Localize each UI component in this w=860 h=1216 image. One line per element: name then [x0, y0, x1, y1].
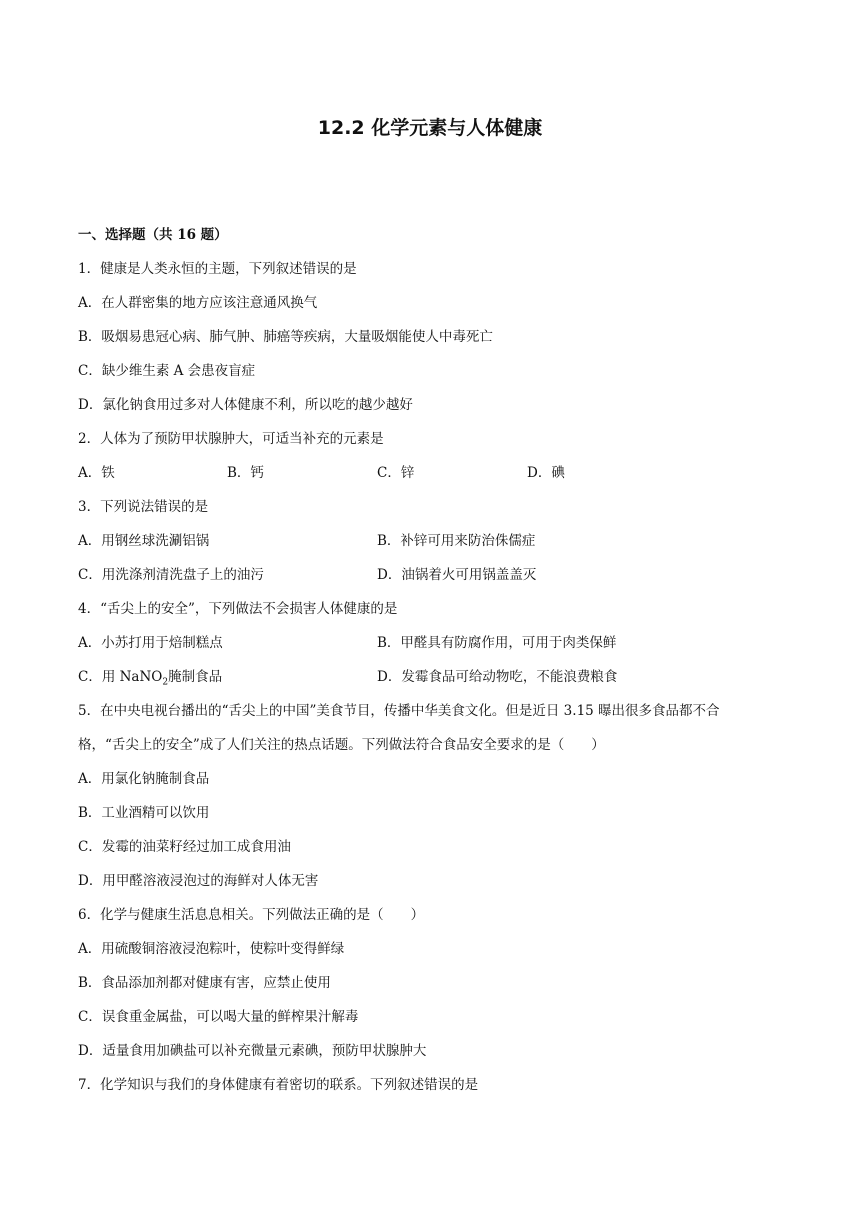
question-5-stem-line-1: 5．在中央电视台播出的“舌尖上的中国”美食节目，传播中华美食文化。但是近日 3.15 曝出很多食品都不合 [78, 703, 720, 719]
question-4-option-c-prefix: C．用 NaNO [78, 669, 163, 685]
question-2-option-b: B．钙 [227, 465, 264, 481]
question-6-stem: 6．化学与健康生活息息相关。下列做法正确的是（ ） [78, 907, 425, 923]
question-6-option-b: B．食品添加剂都对健康有害，应禁止使用 [78, 975, 331, 991]
question-2-option-d: D．碘 [527, 465, 565, 481]
question-5-stem-line-2: 格，“舌尖上的安全”成了人们关注的热点话题。下列做法符合食品安全要求的是（ ） [78, 737, 605, 753]
question-4-option-c-subscript: 2 [162, 677, 169, 688]
question-3-option-d: D．油锅着火可用锅盖盖灭 [377, 567, 537, 583]
section-heading: 一、选择题（共 16 题） [78, 227, 228, 243]
question-4-option-c [78, 666, 222, 688]
question-5-option-b: B．工业酒精可以饮用 [78, 805, 210, 821]
question-5-option-a: A．用氯化钠腌制食品 [78, 771, 210, 787]
question-1-stem: 1．健康是人类永恒的主题，下列叙述错误的是 [78, 261, 357, 277]
question-1-option-b: B．吸烟易患冠心病、肺气肿、肺癌等疾病，大量吸烟能使人中毒死亡 [78, 329, 493, 345]
question-2-option-a: A．铁 [78, 465, 115, 481]
question-1-option-d: D．氯化钠食用过多对人体健康不利，所以吃的越少越好 [78, 397, 413, 413]
question-4-stem: 4．“舌尖上的安全”，下列做法不会损害人体健康的是 [78, 601, 398, 617]
question-4-option-c-suffix: 腌制食品 [168, 669, 223, 685]
question-5-option-c: C．发霉的油菜籽经过加工成食用油 [78, 839, 291, 855]
document-title: 12.2 化学元素与人体健康 [317, 117, 543, 139]
question-4-option-d: D．发霉食品可给动物吃，不能浪费粮食 [377, 669, 618, 685]
question-6-option-c: C．误食重金属盐，可以喝大量的鲜榨果汁解毒 [78, 1009, 359, 1025]
question-3-stem: 3．下列说法错误的是 [78, 499, 209, 515]
question-2-stem: 2．人体为了预防甲状腺肿大，可适当补充的元素是 [78, 431, 384, 447]
question-2-option-c: C．锌 [377, 465, 415, 481]
question-1-option-c: C．缺少维生素 A 会患夜盲症 [78, 363, 256, 379]
question-7-stem: 7．化学知识与我们的身体健康有着密切的联系。下列叙述错误的是 [78, 1077, 479, 1093]
question-4-option-a: A．小苏打用于焙制糕点 [78, 635, 223, 651]
question-6-option-a: A．用硫酸铜溶液浸泡粽叶，使粽叶变得鲜绿 [78, 941, 345, 957]
question-6-option-d: D．适量食用加碘盐可以补充微量元素碘，预防甲状腺肿大 [78, 1043, 427, 1059]
question-3-option-c: C．用洗涤剂清洗盘子上的油污 [78, 567, 264, 583]
question-3-option-a: A．用钢丝球洗涮铝锅 [78, 533, 210, 549]
question-3-option-b: B．补锌可用来防治侏儒症 [377, 533, 536, 549]
question-1-option-a: A．在人群密集的地方应该注意通风换气 [78, 295, 318, 311]
question-4-option-b: B．甲醛具有防腐作用，可用于肉类保鲜 [377, 635, 617, 651]
question-5-option-d: D．用甲醛溶液浸泡过的海鲜对人体无害 [78, 873, 319, 889]
